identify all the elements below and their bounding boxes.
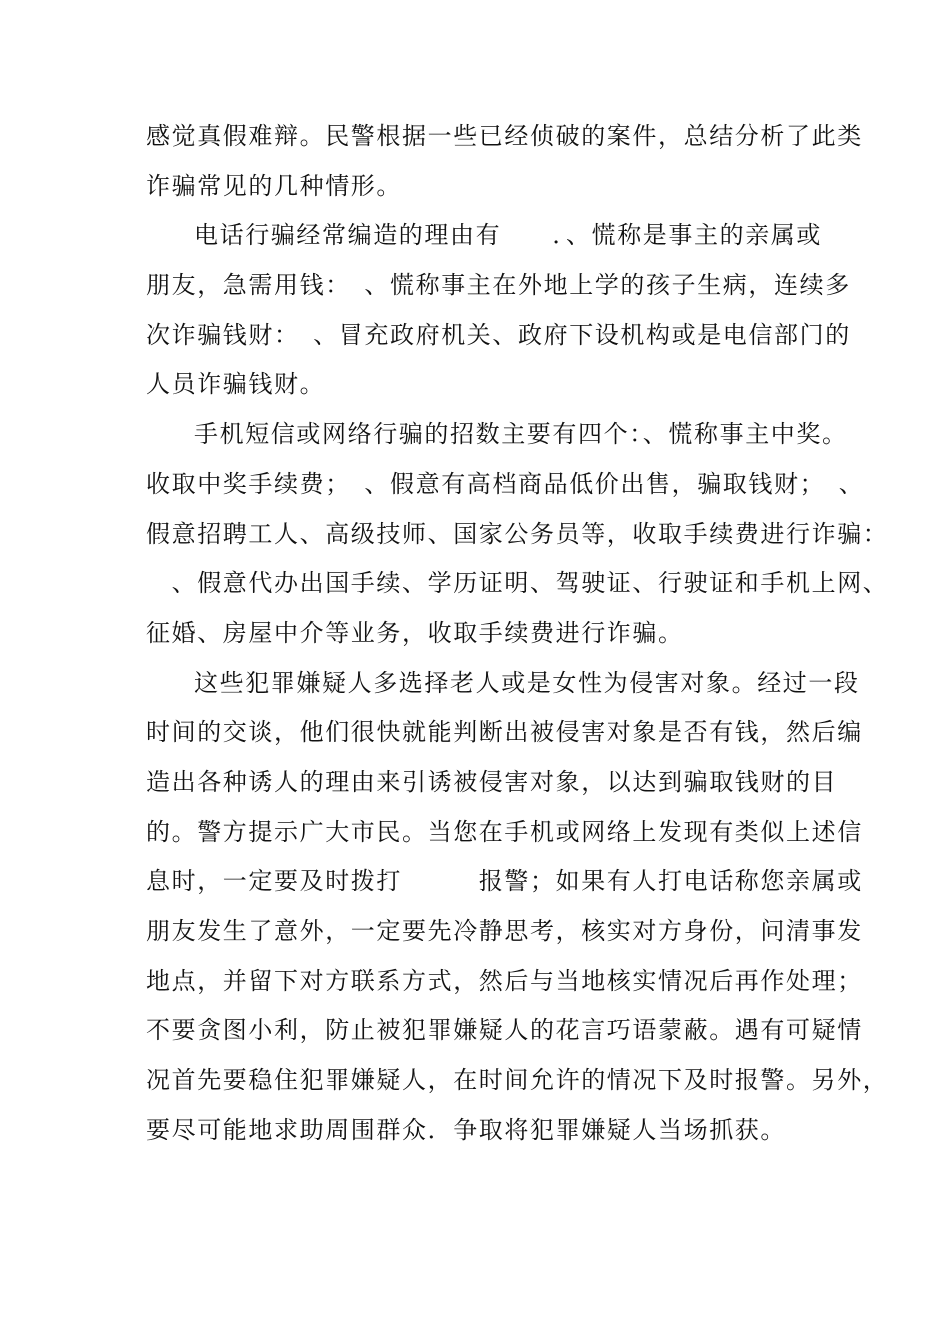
document-body: [146, 112, 889, 1155]
text-line: 不要贪图小利，防止被犯罪嫌疑人的花言巧语蒙蔽。遇有可疑情: [146, 1016, 863, 1045]
text-line: 时间的交谈，他们很快就能判断出被侵害对象是否有钱，然后编: [146, 718, 863, 747]
text-line: 征婚、房屋中介等业务，收取手续费进行诈骗。: [146, 618, 684, 647]
text-line: 这些犯罪嫌疑人多选择老人或是女性为侵害对象。经过一段: [194, 668, 860, 697]
text-line: 人员诈骗钱财。: [146, 370, 326, 399]
paragraph: [146, 211, 851, 410]
text-line: 手机短信或网络行骗的招数主要有四个：、慌称事主中奖。: [194, 420, 848, 449]
text-line: 况首先要稳住犯罪嫌疑人，在时间允许的情况下及时报警。另外，: [146, 1066, 889, 1095]
paragraph: [146, 410, 889, 658]
text-line: 息时，一定要及时拨打 报警；如果有人打电话称您亲属或: [146, 867, 863, 896]
text-line: 的。警方提示广大市民。当您在手机或网络上发现有类似上述信: [146, 817, 863, 846]
paragraph: [146, 659, 889, 1156]
text-line: 要尽可能地求助周围群众．争取将犯罪嫌疑人当场抓获。: [146, 1115, 786, 1144]
text-line: 次诈骗钱财： 、冒充政府机关、政府下设机构或是电信部门的: [146, 320, 851, 349]
paragraph: [146, 112, 863, 211]
text-line: 诈骗常见的几种情形。: [146, 171, 402, 200]
text-line: 假意招聘工人、高级技师、国家公务员等，收取手续费进行诈骗：: [146, 519, 889, 548]
text-line: 收取中奖手续费； 、假意有高档商品低价出售，骗取钱财； 、: [146, 469, 865, 498]
text-line: 电话行骗经常编造的理由有 ．、慌称是事主的亲属或: [194, 221, 822, 250]
text-line: 朋友，急需用钱： 、慌称事主在外地上学的孩子生病，连续多: [146, 271, 851, 300]
text-line: 感觉真假难辩。民警根据一些已经侦破的案件，总结分析了此类: [146, 122, 863, 150]
text-line: 、假意代办出国手续、学历证明、驾驶证、行驶证和手机上网、: [146, 569, 889, 598]
text-line: 地点，并留下对方联系方式，然后与当地核实情况后再作处理；: [146, 966, 863, 995]
text-line: 造出各种诱人的理由来引诱被侵害对象，以达到骗取钱财的目: [146, 767, 838, 796]
text-line: 朋友发生了意外，一定要先冷静思考，核实对方身份，问清事发: [146, 917, 863, 945]
